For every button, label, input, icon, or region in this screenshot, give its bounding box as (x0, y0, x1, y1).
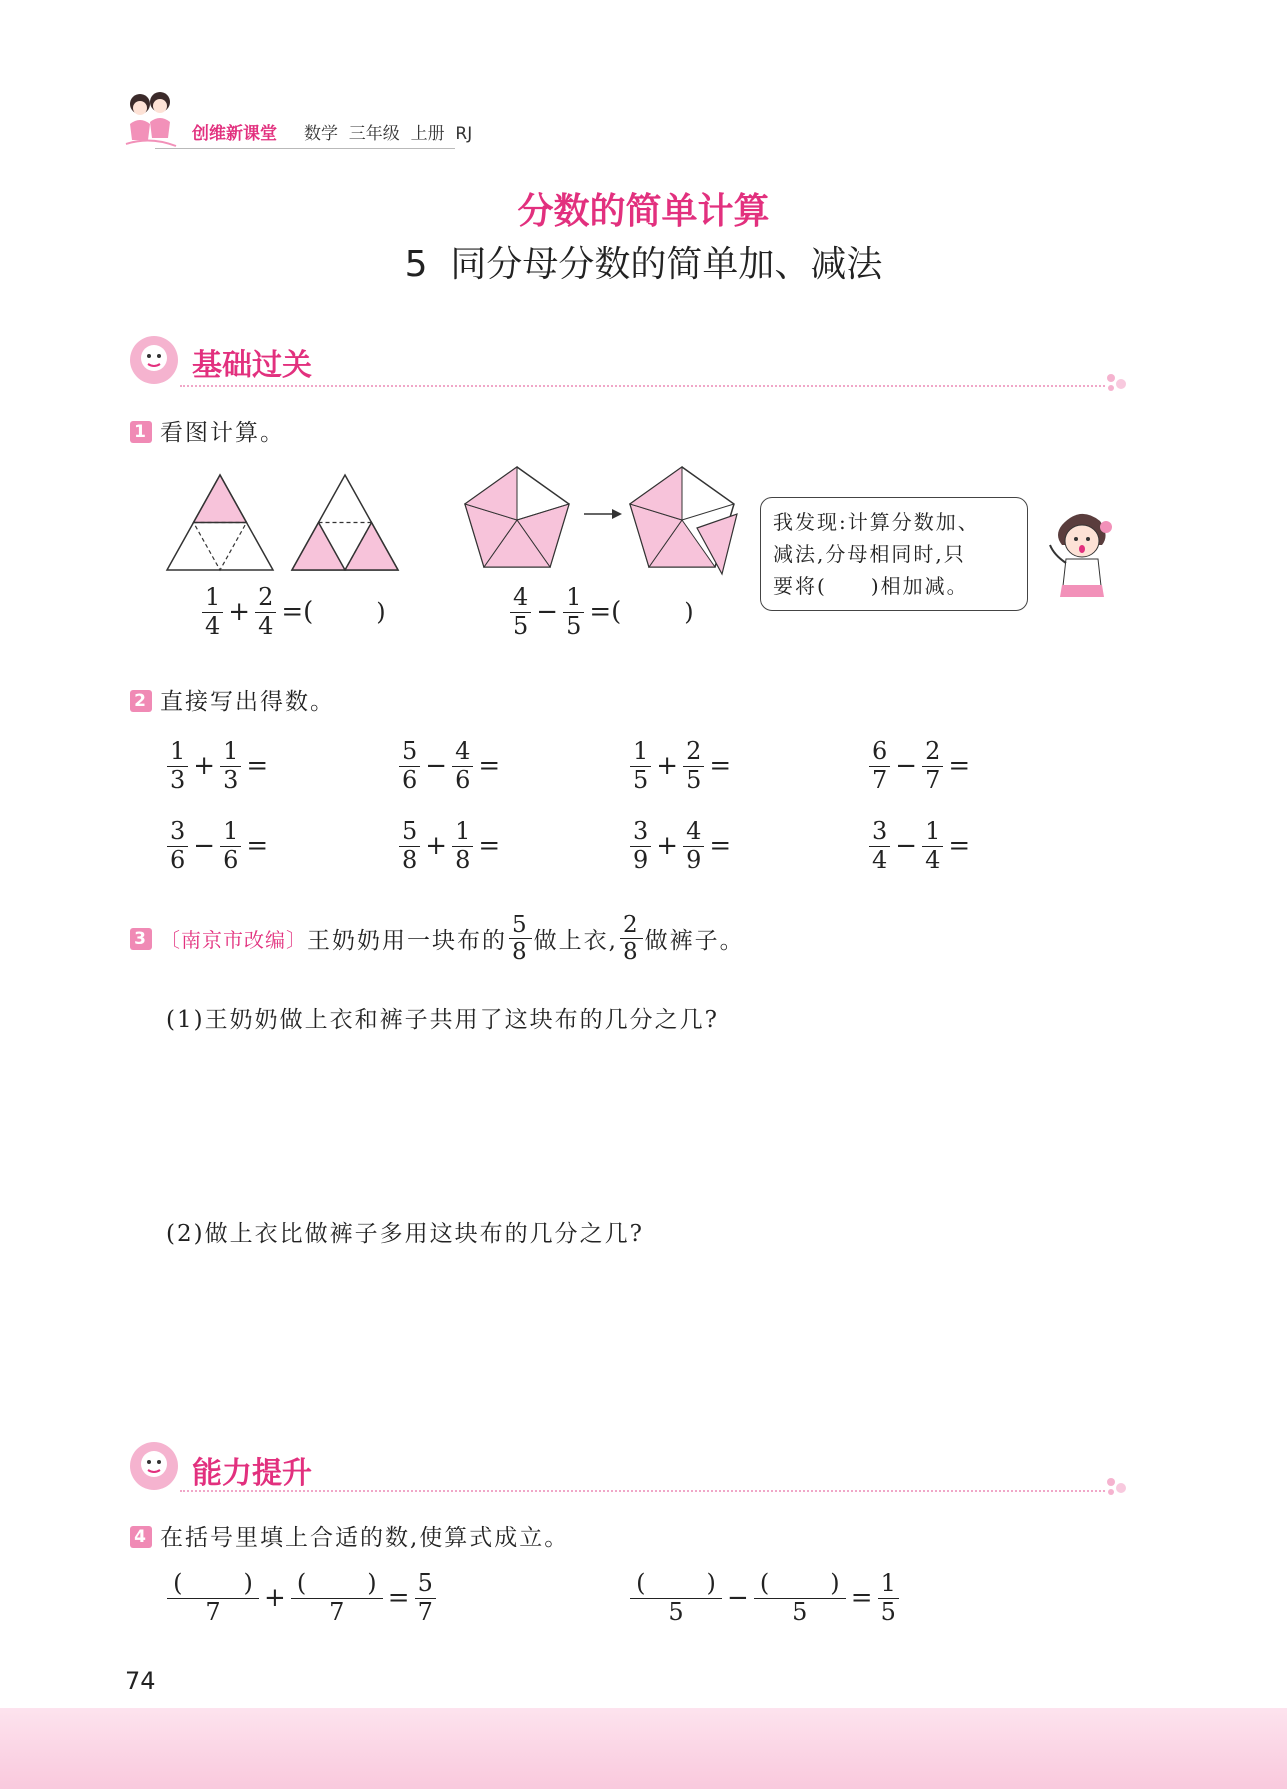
q2-prompt (130, 683, 335, 716)
lesson-title: 5 同分母分数的简单加、减法 (404, 244, 883, 285)
fraction: $\frac{2}{8}$ (620, 912, 643, 966)
q1-text: 看图计算。 (160, 420, 285, 446)
footer-band (0, 1708, 1287, 1789)
q1-expression-2: $\frac{4}{5}$ − $\frac{1}{5}$ =( ) (508, 584, 694, 640)
brand-name: 创维新课堂 (192, 124, 277, 144)
q4-prompt (130, 1519, 569, 1552)
girl-character-icon (1040, 505, 1120, 609)
section-heading-advanced: 能力提升 (192, 1456, 312, 1491)
blank-fraction[interactable]: $\frac{( )}{7}$ (291, 1570, 383, 1626)
section-divider (180, 1490, 1105, 1492)
fraction: $\frac{1}{5}$ (563, 584, 584, 640)
q2-expression: $\frac{1}{3}$ + $\frac{1}{3}$ = (165, 738, 271, 794)
q2-number: 2 (130, 690, 152, 712)
section-divider (180, 385, 1105, 387)
q3-subquestion-2: (2)做上衣比做裤子多用这块布的几分之几? (166, 1221, 644, 1247)
q2-expression: $\frac{5}{6}$ − $\frac{4}{6}$ = (397, 738, 503, 794)
q1-expression-1: $\frac{1}{4}$ + $\frac{2}{4}$ =( ) (200, 584, 386, 640)
pentagon-figures (462, 462, 742, 581)
page-number: 74 (125, 1667, 156, 1695)
q3-answer-area-1[interactable] (166, 1040, 1116, 1190)
fraction: $\frac{4}{5}$ (510, 584, 531, 640)
q1-prompt (130, 414, 285, 447)
q2-expression: $\frac{1}{5}$ + $\frac{2}{5}$ = (628, 738, 734, 794)
q2-expression: $\frac{3}{6}$ − $\frac{1}{6}$ = (165, 818, 271, 874)
dots-ornament-icon (1105, 1474, 1133, 1502)
q4-expression-2: $\frac{( )}{5}$ − $\frac{( )}{5}$ = $\frac{1}{5}$ (628, 1570, 901, 1626)
q4-text: 在括号里填上合适的数,使算式成立。 (160, 1525, 570, 1551)
blank-fraction[interactable]: $\frac{( )}{7}$ (167, 1570, 259, 1626)
section-mascot-icon (128, 334, 180, 386)
fraction: $\frac{1}{5}$ (878, 1570, 899, 1626)
blank-fraction[interactable]: $\frac{( )}{5}$ (754, 1570, 846, 1626)
dots-ornament-icon (1105, 370, 1133, 398)
fraction: $\frac{2}{4}$ (255, 584, 276, 640)
q3-subquestion-1: (1)王奶奶做上衣和裤子共用了这块布的几分之几? (166, 1007, 719, 1033)
header-divider (155, 148, 455, 149)
fraction: $\frac{5}{8}$ (509, 912, 532, 966)
book-info: 数学 三年级 上册 RJ (304, 124, 473, 144)
q2-expression: $\frac{6}{7}$ − $\frac{2}{7}$ = (867, 738, 973, 794)
fraction: $\frac{5}{7}$ (415, 1570, 436, 1626)
q2-expression: $\frac{3}{4}$ − $\frac{1}{4}$ = (867, 818, 973, 874)
fraction: $\frac{1}{4}$ (202, 584, 223, 640)
q4-expression-1: $\frac{( )}{7}$ + $\frac{( )}{7}$ = $\frac{5}{7}$ (165, 1570, 438, 1626)
q3-prompt: 3 〔南京市改编〕 王奶奶用一块布的 $\frac{5}{8}$ 做上衣, $\frac{2}{8}$ 做裤子。 (130, 912, 745, 966)
q2-text: 直接写出得数。 (160, 689, 335, 715)
q2-expression: $\frac{3}{9}$ + $\frac{4}{9}$ = (628, 818, 734, 874)
q1-number: 1 (130, 421, 152, 443)
triangle-figures (165, 470, 405, 579)
blank-fraction[interactable]: $\frac{( )}{5}$ (630, 1570, 722, 1626)
q3-source-tag: 〔南京市改编〕 (160, 928, 307, 953)
q4-number: 4 (130, 1526, 152, 1548)
speech-bubble: 我发现:计算分数加、 减法,分母相同时,只 要将( )相加减。 (760, 497, 1028, 611)
chapter-title: 分数的简单计算 (517, 191, 770, 232)
header-logo (122, 88, 180, 150)
q3-number: 3 (130, 928, 152, 950)
q3-answer-area-2[interactable] (166, 1255, 1116, 1425)
q2-expression: $\frac{5}{8}$ + $\frac{1}{8}$ = (397, 818, 503, 874)
section-heading-basic: 基础过关 (192, 348, 312, 383)
section-mascot-icon (128, 1440, 180, 1492)
